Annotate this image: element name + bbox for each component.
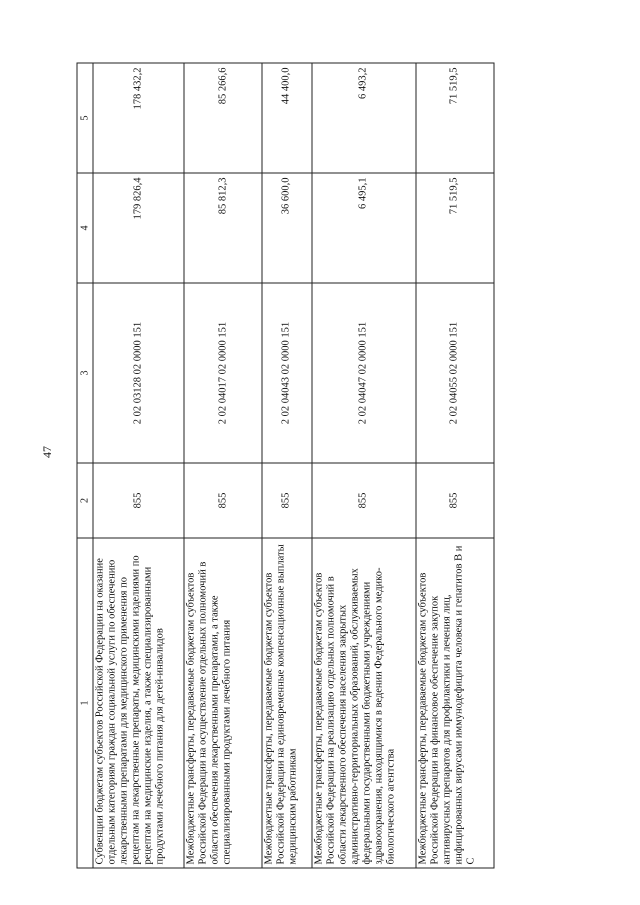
- row-name-cell: Межбюджетные трансферты, передаваемые бюджетам субъектов Российской Федерации на единовременные компенсационные выплаты медицинским работникам: [262, 538, 312, 868]
- column-header-5: 5: [77, 63, 93, 173]
- row-name-cell: Субвенции бюджетам субъектов Российской Федерации на оказание отдельным категориям граждан социальной услуги по обеспечению лекарственными препаратами для медицинского применения по рецептам на лекарственные препараты, медицинскими изделиями по рецептам на медицинские изделия, а также специализированными продуктами лечебного питания для детей-инвалидов: [93, 538, 184, 868]
- row-name-cell: Межбюджетные трансферты, передаваемые бюджетам субъектов Российской Федерации на финансовое обеспечение закупок антивирусных препаратов для профилактики и лечения лиц, инфицированных вирусами иммунодефицита человека и гепатитов В и С: [415, 538, 493, 868]
- table-row: [93, 63, 184, 868]
- table-row: [184, 63, 262, 868]
- budget-code-cell: 2 02 04043 02 0000 151: [262, 283, 312, 463]
- table-row: [415, 63, 493, 868]
- value-year2-cell: 178 432,2: [93, 63, 184, 173]
- value-year2-cell: 44 400,0: [262, 63, 312, 173]
- admin-code-cell: 855: [415, 463, 493, 538]
- rotated-table-container: [76, 63, 494, 868]
- budget-code-cell: 2 02 04047 02 0000 151: [311, 283, 415, 463]
- column-header-1: 1: [77, 538, 93, 868]
- value-year2-cell: 71 519,5: [415, 63, 493, 173]
- column-header-2: 2: [77, 463, 93, 538]
- budget-code-cell: 2 02 04055 02 0000 151: [415, 283, 493, 463]
- value-year1-cell: 179 826,4: [93, 173, 184, 283]
- row-name-cell: Межбюджетные трансферты, передаваемые бюджетам субъектов Российской Федерации на осуществление отдельных полномочий в области обеспечения лекарственными препаратами, а также специализированными продуктами лечебного питания: [184, 538, 262, 868]
- value-year2-cell: 85 266,6: [184, 63, 262, 173]
- value-year1-cell: 6 495,1: [311, 173, 415, 283]
- admin-code-cell: 855: [184, 463, 262, 538]
- value-year1-cell: 71 519,5: [415, 173, 493, 283]
- admin-code-cell: 855: [311, 463, 415, 538]
- admin-code-cell: 855: [93, 463, 184, 538]
- budget-code-cell: 2 02 04017 02 0000 151: [184, 283, 262, 463]
- page-number: 47: [40, 446, 54, 458]
- table-row: [262, 63, 312, 868]
- value-year2-cell: 6 493,2: [311, 63, 415, 173]
- budget-table: [76, 62, 494, 868]
- table-row: [311, 63, 415, 868]
- table-header-row: [77, 63, 93, 868]
- budget-code-cell: 2 02 03128 02 0000 151: [93, 283, 184, 463]
- column-header-3: 3: [77, 283, 93, 463]
- value-year1-cell: 36 600,0: [262, 173, 312, 283]
- value-year1-cell: 85 812,3: [184, 173, 262, 283]
- admin-code-cell: 855: [262, 463, 312, 538]
- column-header-4: 4: [77, 173, 93, 283]
- row-name-cell: Межбюджетные трансферты, передаваемые бюджетам субъектов Российской Федерации на реализацию отдельных полномочий в области лекарственного обеспечения населения закрытых административно-территориальных образований, обслуживаемых федеральными государственными бюджетными учреждениями здравоохранения, находящимися в ведении Федерального медико-биологического агентства: [311, 538, 415, 868]
